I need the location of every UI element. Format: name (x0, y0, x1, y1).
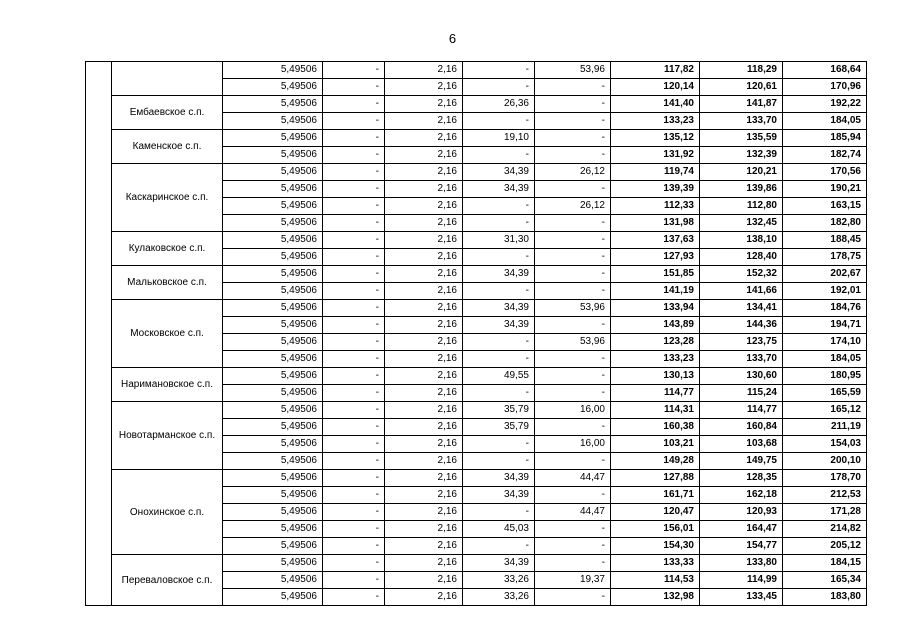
col-total-2: 152,32 (700, 266, 783, 283)
col-rate: 5,49506 (223, 266, 323, 283)
col-a: - (323, 62, 385, 79)
col-b: 2,16 (385, 181, 463, 198)
col-total-3: 211,19 (783, 419, 867, 436)
col-total-1: 120,47 (611, 504, 700, 521)
col-total-3: 182,80 (783, 215, 867, 232)
col-total-1: 137,63 (611, 232, 700, 249)
settlement-name: Переваловское с.п. (112, 555, 223, 606)
col-total-3: 168,64 (783, 62, 867, 79)
col-rate: 5,49506 (223, 419, 323, 436)
col-rate: 5,49506 (223, 249, 323, 266)
col-a: - (323, 385, 385, 402)
col-b: 2,16 (385, 351, 463, 368)
region-cell (86, 62, 112, 606)
col-d: - (535, 419, 611, 436)
settlement-name: Наримановское с.п. (112, 368, 223, 402)
col-total-3: 188,45 (783, 232, 867, 249)
col-total-2: 123,75 (700, 334, 783, 351)
col-total-3: 183,80 (783, 589, 867, 606)
col-d: 53,96 (535, 300, 611, 317)
col-total-2: 149,75 (700, 453, 783, 470)
col-rate: 5,49506 (223, 470, 323, 487)
col-b: 2,16 (385, 334, 463, 351)
col-total-1: 133,23 (611, 113, 700, 130)
col-rate: 5,49506 (223, 504, 323, 521)
col-c: - (463, 147, 535, 164)
col-total-3: 205,12 (783, 538, 867, 555)
col-a: - (323, 555, 385, 572)
table-row (86, 266, 867, 283)
table-row (86, 555, 867, 572)
col-d: 44,47 (535, 504, 611, 521)
col-total-2: 130,60 (700, 368, 783, 385)
col-a: - (323, 317, 385, 334)
col-d: - (535, 487, 611, 504)
col-rate: 5,49506 (223, 453, 323, 470)
col-d: 53,96 (535, 62, 611, 79)
col-b: 2,16 (385, 470, 463, 487)
col-b: 2,16 (385, 453, 463, 470)
col-c: 31,30 (463, 232, 535, 249)
col-b: 2,16 (385, 215, 463, 232)
col-b: 2,16 (385, 113, 463, 130)
col-c: - (463, 198, 535, 215)
col-a: - (323, 300, 385, 317)
col-total-3: 202,67 (783, 266, 867, 283)
col-d: - (535, 130, 611, 147)
col-total-1: 156,01 (611, 521, 700, 538)
col-b: 2,16 (385, 419, 463, 436)
col-d: - (535, 521, 611, 538)
col-total-3: 194,71 (783, 317, 867, 334)
col-total-1: 103,21 (611, 436, 700, 453)
col-b: 2,16 (385, 317, 463, 334)
col-a: - (323, 572, 385, 589)
col-total-1: 131,92 (611, 147, 700, 164)
col-total-2: 128,40 (700, 249, 783, 266)
col-total-1: 161,71 (611, 487, 700, 504)
table-row (86, 402, 867, 419)
col-total-2: 120,93 (700, 504, 783, 521)
col-rate: 5,49506 (223, 572, 323, 589)
col-total-1: 112,33 (611, 198, 700, 215)
col-total-3: 212,53 (783, 487, 867, 504)
col-c: - (463, 538, 535, 555)
col-d: 26,12 (535, 198, 611, 215)
col-total-1: 151,85 (611, 266, 700, 283)
col-total-2: 135,59 (700, 130, 783, 147)
settlement-name: Новотарманское с.п. (112, 402, 223, 470)
col-c: 35,79 (463, 419, 535, 436)
col-a: - (323, 351, 385, 368)
col-total-3: 184,05 (783, 113, 867, 130)
col-rate: 5,49506 (223, 283, 323, 300)
col-total-1: 114,53 (611, 572, 700, 589)
col-a: - (323, 113, 385, 130)
col-d: - (535, 317, 611, 334)
col-c: 45,03 (463, 521, 535, 538)
col-total-3: 178,75 (783, 249, 867, 266)
settlement-name: Каменское с.п. (112, 130, 223, 164)
col-rate: 5,49506 (223, 589, 323, 606)
col-c: - (463, 436, 535, 453)
col-d: - (535, 555, 611, 572)
col-rate: 5,49506 (223, 198, 323, 215)
col-a: - (323, 402, 385, 419)
col-a: - (323, 368, 385, 385)
col-total-1: 149,28 (611, 453, 700, 470)
col-total-2: 144,36 (700, 317, 783, 334)
settlement-name: Ембаевское с.п. (112, 96, 223, 130)
table-row (86, 62, 867, 79)
col-c: - (463, 113, 535, 130)
col-total-2: 134,41 (700, 300, 783, 317)
col-total-3: 163,15 (783, 198, 867, 215)
col-b: 2,16 (385, 436, 463, 453)
col-a: - (323, 249, 385, 266)
col-b: 2,16 (385, 487, 463, 504)
col-c: - (463, 249, 535, 266)
col-b: 2,16 (385, 555, 463, 572)
col-d: - (535, 368, 611, 385)
col-d: - (535, 147, 611, 164)
col-a: - (323, 79, 385, 96)
col-total-1: 133,33 (611, 555, 700, 572)
col-d: - (535, 79, 611, 96)
col-total-1: 133,23 (611, 351, 700, 368)
col-total-1: 141,40 (611, 96, 700, 113)
col-rate: 5,49506 (223, 402, 323, 419)
table-body (86, 62, 867, 606)
col-total-1: 132,98 (611, 589, 700, 606)
col-total-3: 214,82 (783, 521, 867, 538)
col-d: 53,96 (535, 334, 611, 351)
col-total-1: 114,77 (611, 385, 700, 402)
col-total-3: 192,22 (783, 96, 867, 113)
col-c: 34,39 (463, 555, 535, 572)
col-b: 2,16 (385, 130, 463, 147)
col-a: - (323, 419, 385, 436)
col-d: 16,00 (535, 436, 611, 453)
col-total-2: 114,99 (700, 572, 783, 589)
col-total-2: 160,84 (700, 419, 783, 436)
col-rate: 5,49506 (223, 147, 323, 164)
col-total-3: 200,10 (783, 453, 867, 470)
col-b: 2,16 (385, 402, 463, 419)
table-row (86, 470, 867, 487)
col-c: 19,10 (463, 130, 535, 147)
col-total-3: 165,59 (783, 385, 867, 402)
col-total-2: 112,80 (700, 198, 783, 215)
col-c: 34,39 (463, 164, 535, 181)
col-b: 2,16 (385, 572, 463, 589)
col-total-3: 192,01 (783, 283, 867, 300)
col-b: 2,16 (385, 249, 463, 266)
table-row (86, 164, 867, 181)
col-rate: 5,49506 (223, 351, 323, 368)
col-total-2: 133,70 (700, 113, 783, 130)
col-rate: 5,49506 (223, 487, 323, 504)
col-total-1: 139,39 (611, 181, 700, 198)
col-d: - (535, 113, 611, 130)
col-total-3: 180,95 (783, 368, 867, 385)
col-a: - (323, 538, 385, 555)
col-c: 33,26 (463, 589, 535, 606)
col-b: 2,16 (385, 62, 463, 79)
col-total-1: 135,12 (611, 130, 700, 147)
col-d: - (535, 385, 611, 402)
col-rate: 5,49506 (223, 79, 323, 96)
col-total-3: 165,12 (783, 402, 867, 419)
col-total-2: 133,45 (700, 589, 783, 606)
col-total-2: 118,29 (700, 62, 783, 79)
col-total-1: 127,88 (611, 470, 700, 487)
col-c: 35,79 (463, 402, 535, 419)
settlement-name: Онохинское с.п. (112, 470, 223, 555)
col-total-1: 133,94 (611, 300, 700, 317)
col-c: 34,39 (463, 317, 535, 334)
col-d: - (535, 96, 611, 113)
col-total-3: 178,70 (783, 470, 867, 487)
col-c: 34,39 (463, 266, 535, 283)
col-total-2: 114,77 (700, 402, 783, 419)
col-rate: 5,49506 (223, 368, 323, 385)
col-a: - (323, 334, 385, 351)
col-total-2: 120,21 (700, 164, 783, 181)
col-d: - (535, 589, 611, 606)
col-a: - (323, 164, 385, 181)
col-c: 26,36 (463, 96, 535, 113)
col-a: - (323, 232, 385, 249)
col-total-3: 190,21 (783, 181, 867, 198)
col-a: - (323, 96, 385, 113)
col-b: 2,16 (385, 300, 463, 317)
col-a: - (323, 198, 385, 215)
col-d: 44,47 (535, 470, 611, 487)
col-c: 34,39 (463, 470, 535, 487)
col-total-2: 139,86 (700, 181, 783, 198)
col-a: - (323, 130, 385, 147)
col-total-3: 170,56 (783, 164, 867, 181)
col-rate: 5,49506 (223, 385, 323, 402)
col-rate: 5,49506 (223, 130, 323, 147)
col-total-2: 141,87 (700, 96, 783, 113)
table-row (86, 130, 867, 147)
col-d: 26,12 (535, 164, 611, 181)
col-total-2: 115,24 (700, 385, 783, 402)
col-b: 2,16 (385, 283, 463, 300)
col-d: - (535, 283, 611, 300)
col-c: - (463, 453, 535, 470)
col-d: - (535, 538, 611, 555)
col-rate: 5,49506 (223, 232, 323, 249)
col-total-3: 154,03 (783, 436, 867, 453)
col-total-3: 170,96 (783, 79, 867, 96)
col-d: - (535, 232, 611, 249)
col-c: 49,55 (463, 368, 535, 385)
col-c: - (463, 334, 535, 351)
table-row (86, 232, 867, 249)
col-rate: 5,49506 (223, 164, 323, 181)
col-b: 2,16 (385, 232, 463, 249)
settlement-name: Московское с.п. (112, 300, 223, 368)
col-total-1: 141,19 (611, 283, 700, 300)
col-total-2: 164,47 (700, 521, 783, 538)
col-total-3: 165,34 (783, 572, 867, 589)
col-d: 16,00 (535, 402, 611, 419)
col-d: - (535, 266, 611, 283)
col-b: 2,16 (385, 79, 463, 96)
col-c: - (463, 351, 535, 368)
col-rate: 5,49506 (223, 334, 323, 351)
col-total-3: 184,15 (783, 555, 867, 572)
col-total-2: 154,77 (700, 538, 783, 555)
col-total-2: 133,70 (700, 351, 783, 368)
col-rate: 5,49506 (223, 436, 323, 453)
col-total-1: 131,98 (611, 215, 700, 232)
col-total-2: 138,10 (700, 232, 783, 249)
col-b: 2,16 (385, 521, 463, 538)
col-total-3: 184,76 (783, 300, 867, 317)
col-b: 2,16 (385, 147, 463, 164)
col-c: 34,39 (463, 300, 535, 317)
col-total-3: 171,28 (783, 504, 867, 521)
col-d: 19,37 (535, 572, 611, 589)
col-total-1: 130,13 (611, 368, 700, 385)
page-number: 6 (448, 31, 457, 46)
col-rate: 5,49506 (223, 300, 323, 317)
col-b: 2,16 (385, 504, 463, 521)
col-c: 34,39 (463, 487, 535, 504)
col-rate: 5,49506 (223, 113, 323, 130)
col-c: - (463, 504, 535, 521)
col-total-2: 141,66 (700, 283, 783, 300)
col-a: - (323, 283, 385, 300)
settlement-name: Каскаринское с.п. (112, 164, 223, 232)
col-total-2: 132,45 (700, 215, 783, 232)
col-c: 34,39 (463, 181, 535, 198)
col-a: - (323, 487, 385, 504)
col-c: - (463, 79, 535, 96)
col-a: - (323, 436, 385, 453)
col-total-1: 117,82 (611, 62, 700, 79)
col-a: - (323, 181, 385, 198)
col-total-1: 154,30 (611, 538, 700, 555)
col-a: - (323, 470, 385, 487)
table-row (86, 96, 867, 113)
col-b: 2,16 (385, 164, 463, 181)
col-c: - (463, 62, 535, 79)
col-c: - (463, 283, 535, 300)
col-total-1: 143,89 (611, 317, 700, 334)
col-a: - (323, 589, 385, 606)
col-total-3: 174,10 (783, 334, 867, 351)
col-total-1: 114,31 (611, 402, 700, 419)
settlement-name: Мальковское с.п. (112, 266, 223, 300)
col-rate: 5,49506 (223, 96, 323, 113)
col-total-2: 128,35 (700, 470, 783, 487)
col-d: - (535, 351, 611, 368)
col-b: 2,16 (385, 368, 463, 385)
col-total-3: 185,94 (783, 130, 867, 147)
col-total-2: 103,68 (700, 436, 783, 453)
col-total-1: 160,38 (611, 419, 700, 436)
table-row (86, 300, 867, 317)
col-b: 2,16 (385, 266, 463, 283)
col-total-2: 162,18 (700, 487, 783, 504)
col-total-1: 119,74 (611, 164, 700, 181)
col-total-1: 123,28 (611, 334, 700, 351)
col-a: - (323, 453, 385, 470)
table-row (86, 368, 867, 385)
col-d: - (535, 181, 611, 198)
col-total-3: 184,05 (783, 351, 867, 368)
col-rate: 5,49506 (223, 555, 323, 572)
settlement-name (112, 62, 223, 96)
col-a: - (323, 266, 385, 283)
col-a: - (323, 215, 385, 232)
col-total-2: 132,39 (700, 147, 783, 164)
col-d: - (535, 215, 611, 232)
col-a: - (323, 147, 385, 164)
col-b: 2,16 (385, 538, 463, 555)
col-c: - (463, 385, 535, 402)
col-a: - (323, 521, 385, 538)
col-total-3: 182,74 (783, 147, 867, 164)
col-d: - (535, 249, 611, 266)
col-rate: 5,49506 (223, 181, 323, 198)
settlement-name: Кулаковское с.п. (112, 232, 223, 266)
col-b: 2,16 (385, 589, 463, 606)
col-total-1: 120,14 (611, 79, 700, 96)
col-rate: 5,49506 (223, 521, 323, 538)
col-b: 2,16 (385, 385, 463, 402)
col-rate: 5,49506 (223, 62, 323, 79)
col-rate: 5,49506 (223, 317, 323, 334)
col-d: - (535, 453, 611, 470)
tariff-table (85, 61, 867, 606)
col-b: 2,16 (385, 198, 463, 215)
col-b: 2,16 (385, 96, 463, 113)
col-total-1: 127,93 (611, 249, 700, 266)
col-c: 33,26 (463, 572, 535, 589)
col-a: - (323, 504, 385, 521)
col-c: - (463, 215, 535, 232)
col-total-2: 120,61 (700, 79, 783, 96)
col-rate: 5,49506 (223, 215, 323, 232)
col-rate: 5,49506 (223, 538, 323, 555)
col-total-2: 133,80 (700, 555, 783, 572)
